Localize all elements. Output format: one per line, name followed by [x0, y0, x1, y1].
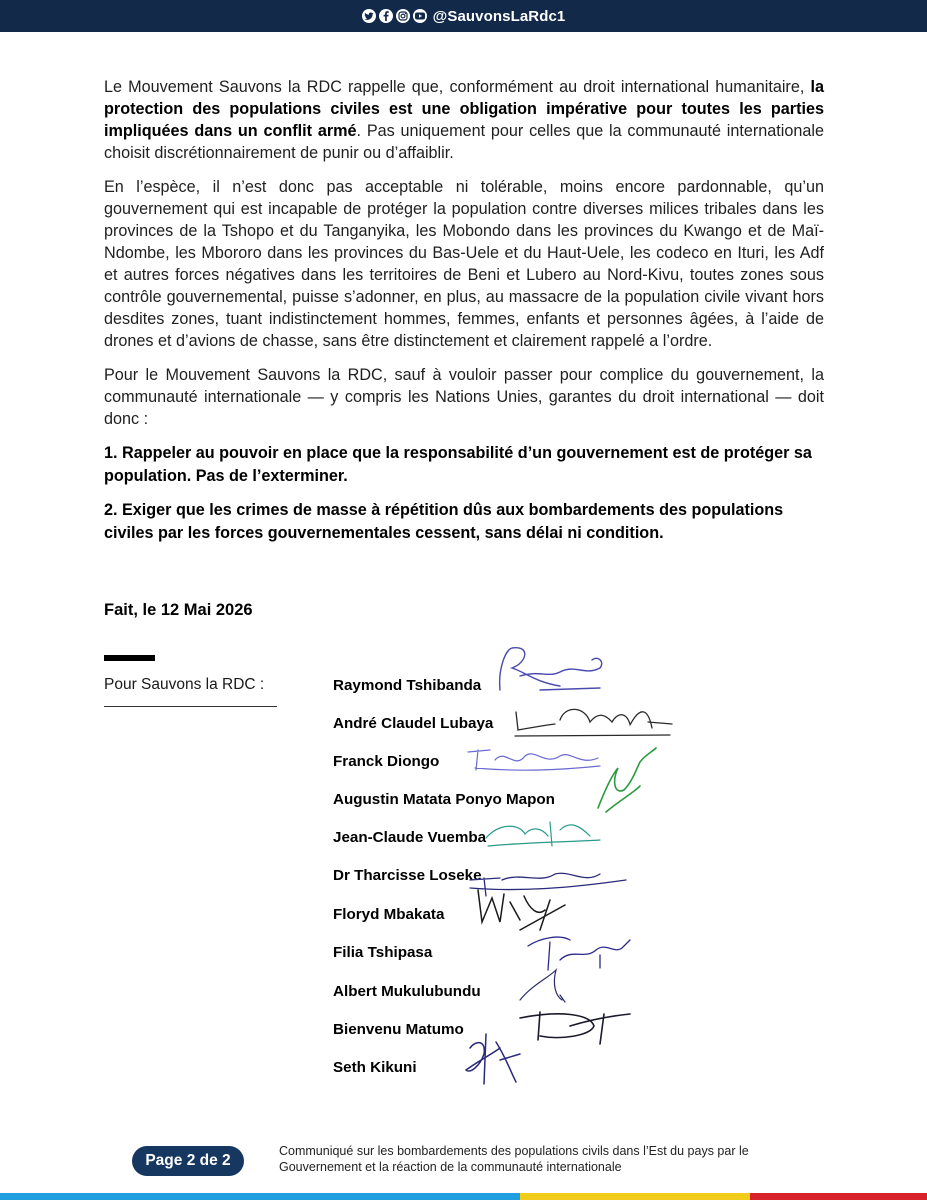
page-indicator: Page 2 de 2	[132, 1146, 244, 1176]
signatory-name: André Claudel Lubaya	[333, 715, 494, 732]
social-handle[interactable]: @SauvonsLaRdc1	[432, 7, 566, 25]
signatory-name: Dr Tharcisse Loseke	[333, 867, 482, 884]
signatory-name: Augustin Matata Ponyo Mapon	[333, 791, 555, 808]
signatory-name: Bienvenu Matumo	[333, 1021, 464, 1038]
signatory-name: Franck Diongo	[333, 753, 440, 770]
stripe-red	[750, 1193, 927, 1200]
date-line: Fait, le 12 Mai 2026	[104, 601, 253, 619]
paragraph-3: Pour le Mouvement Sauvons la RDC, sauf à vouloir passer pour complice du gouvernement, la communauté internationale — y compris les Nations Unies, garantes du droit international — doit donc :	[104, 366, 824, 428]
signatory-name: Filia Tshipasa	[333, 944, 433, 961]
footer-note-line-2: Gouvernement et la réaction de la communauté internationale	[279, 1160, 622, 1174]
demand-1: 1. Rappeler au pouvoir en place que la responsabilité d’un gouvernement est de protéger sa population. Pas de l’exterminer.	[104, 444, 812, 485]
paragraph-1-end: . Pas uniquement pour celles que la communauté internationale choisit discrétionnairement de punir ou d’affaiblir.	[104, 122, 824, 162]
signatory-name: Seth Kikuni	[333, 1059, 417, 1076]
stripe-blue	[0, 1193, 520, 1200]
stripe-yellow	[520, 1193, 750, 1200]
signatory-name: Floryd Mbakata	[333, 906, 445, 923]
signatory-name: Albert Mukulubundu	[333, 983, 481, 1000]
flag-stripe	[0, 1193, 927, 1200]
paragraph-1-start: Le Mouvement Sauvons la RDC rappelle que, conformément au droit international humanitaire,	[104, 78, 811, 96]
signatory-name: Raymond Tshibanda	[333, 677, 482, 694]
signatory-name: Jean-Claude Vuemba	[333, 829, 487, 846]
paragraph-2: En l’espèce, il n’est donc pas acceptable ni tolérable, moins encore pardonnable, qu’un gouvernement qui est incapable de protéger la population contre diverses milices tribales dans les provinces de la Tshopo et du Tanganyika, les Mobondo dans les provinces du Kwango et de Maï-Ndombe, les Mbororo dans les provinces du Bas-Uele et du Haut-Uele, les codeco en Ituri, les Adf et autres forces négatives dans les territoires de Beni et Lubero au Nord-Kivu, toutes zones sous contrôle gouvernemental, puisse s’adonner, en plus, au massacre de la population civile vivant hors desdites zones, tuant indistinctement hommes, femmes, enfants et personnes âgées, à l’aide de drones et d’avions de chasse, sans être distinctement et clairement rappelé a l’ordre.	[104, 178, 824, 350]
signature-label: Pour Sauvons la RDC :	[104, 676, 277, 707]
decorative-dash	[104, 655, 155, 661]
demand-2: 2. Exiger que les crimes de masse à répétition dûs aux bombardements des populations civiles par les forces gouvernementales cessent, sans délai ni condition.	[104, 501, 784, 542]
signatory-list	[333, 0, 733, 1200]
paragraph-1-emphasis: la protection des populations civiles est une obligation impérative pour toutes les parties impliquées dans un conflit armé	[104, 78, 824, 140]
footer-note	[279, 1143, 839, 1175]
footer-note-line-1: Communiqué sur les bombardements des populations civils dans l’Est du pays par le	[279, 1144, 749, 1158]
